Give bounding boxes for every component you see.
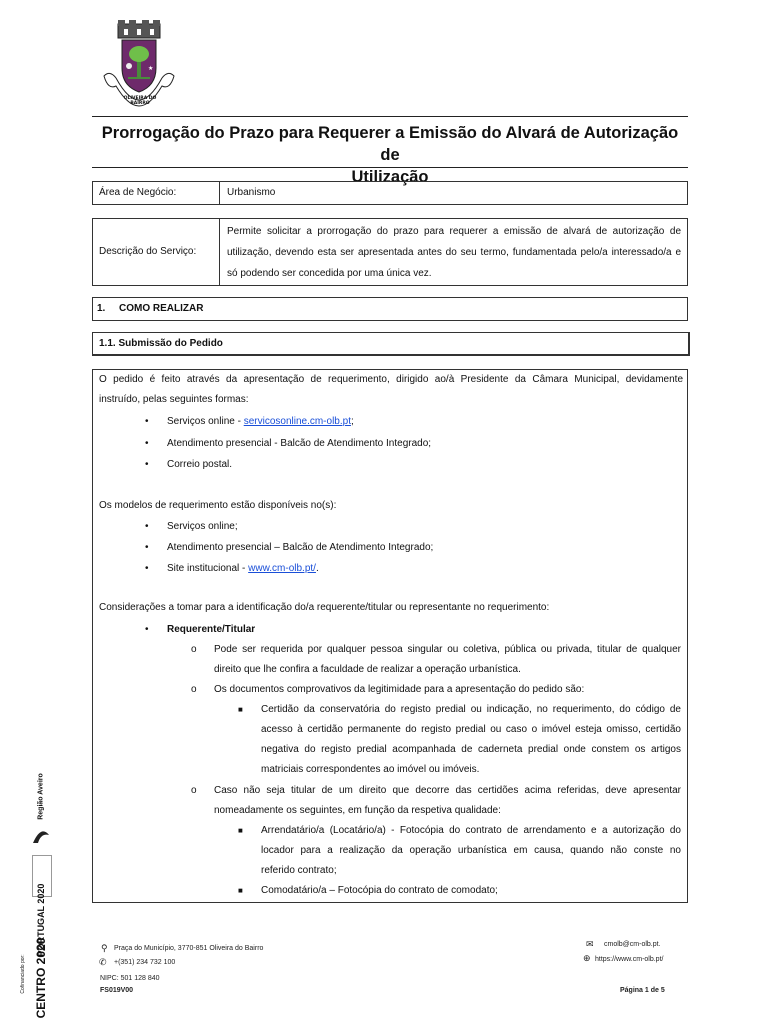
business-area-label: Área de Negócio: — [99, 187, 177, 198]
o-item-1-line-1: Pode ser requerida por qualquer pessoa singular ou coletiva, pública ou privada, titular de qualquer — [214, 644, 681, 655]
bullet-icon: • — [145, 624, 149, 635]
section-number: 1. — [97, 303, 106, 314]
cofinancing-logos — [20, 773, 56, 1019]
table-divider — [219, 182, 220, 204]
bullet-icon: • — [145, 563, 149, 574]
cofinanced-by-label: Cofinanciado por: — [20, 954, 26, 994]
title-top-rule — [92, 116, 688, 117]
circle-bullet-icon: o — [191, 785, 197, 796]
list-item: Site institucional - www.cm-olb.pt/. — [167, 563, 319, 574]
service-description-table — [92, 218, 688, 286]
site-institucional-link[interactable]: www.cm-olb.pt/ — [248, 563, 316, 574]
square-bullet-icon: ■ — [238, 886, 243, 895]
municipal-crest-logo — [98, 20, 180, 110]
sq-item-2-line-1: Arrendatário/a (Locatário/a) - Fotocópia do contrato de arrendamento e a autorização do — [261, 825, 681, 836]
square-bullet-icon: ■ — [238, 705, 243, 714]
footer-email: cmolb@cm-olb.pt. — [604, 941, 661, 948]
list-item: Atendimento presencial – Balcão de Atendimento Integrado; — [167, 542, 434, 553]
footer-doc-code: FS019V00 — [100, 987, 134, 994]
o-item-3-line-1: Caso não seja titular de um direito que decorre das certidões acima referidas, deve apresentar — [214, 785, 681, 796]
svg-text:★: ★ — [148, 65, 154, 72]
sq-item-2-line-2: locador para a realização da operação urbanística em causa, quando não conste no — [261, 845, 681, 856]
o-item-3-line-2: nomeadamente os seguintes, em função da respetiva qualidade: — [214, 805, 501, 816]
title-bottom-rule — [92, 167, 688, 168]
list-item: Serviços online - servicosonline.cm-olb.pt; — [167, 416, 354, 427]
intro-line-2: instruído, pelas seguintes formas: — [99, 394, 249, 405]
sq-item-1-line-4: matriciais correspondentes ao imóvel ou imóveis. — [261, 764, 480, 775]
service-description-value: Permite solicitar a prorrogação do prazo para requerer a emissão de alvará de autorização de utilização, devendo esta ser apresentada antes do seu termo, fundamentada pelo/a interessado/a e só podendo ser concedida por uma única vez. — [227, 226, 681, 279]
list-item: Atendimento presencial - Balcão de Atendimento Integrado; — [167, 438, 432, 449]
content-bottom-border — [92, 902, 688, 903]
intro-line-1: O pedido é feito através da apresentação de requerimento, dirigido ao/à Presidente da Câmara Municipal, devidamente — [99, 374, 683, 385]
business-area-table — [92, 181, 688, 205]
sq-item-1-line-3: negativa do registo predial acompanhada de caderneta predial onde constem os artigos — [261, 744, 681, 755]
business-area-value: Urbanismo — [227, 187, 276, 198]
page-number: Página 1 de 5 — [620, 987, 665, 994]
table-divider — [219, 219, 220, 285]
phone-icon: ✆ — [99, 957, 107, 967]
sq-item-2-line-3: referido contrato; — [261, 865, 337, 876]
page-title — [92, 122, 688, 188]
sq-item-1-line-1: Certidão da conservatória do registo predial ou indicação, no requerimento, do código de — [261, 704, 681, 715]
servicos-online-link[interactable]: servicosonline.cm-olb.pt — [243, 416, 351, 427]
centro-2020-logo: CENTRO 2020 — [34, 937, 48, 1019]
section-title: COMO REALIZAR — [119, 303, 204, 314]
section-heading-como-realizar — [92, 297, 688, 321]
crest-text: OLIVEIRA DO BAIRRO — [123, 96, 157, 106]
o-item-1-line-2: direito que lhe confira a faculdade de realizar a operação urbanística. — [214, 664, 521, 675]
portugal-2020-logo: PORTUGAL 2020 — [36, 883, 46, 957]
footer-nipc: NIPC: 501 128 840 — [100, 975, 160, 982]
globe-icon: ⊕ — [583, 953, 591, 963]
subsection-heading-submissao — [92, 332, 690, 356]
email-icon: ✉ — [586, 939, 594, 949]
content-box — [92, 369, 688, 902]
title-line-1: Prorrogação do Prazo para Requerer a Emissão do Alvará de Autorização de — [101, 124, 679, 164]
service-description-label: Descrição do Serviço: — [99, 246, 197, 257]
footer-website[interactable]: https://www.cm-olb.pt/ — [595, 956, 664, 963]
o-item-2: Os documentos comprovativos da legitimidade para a apresentação do pedido são: — [214, 684, 585, 695]
requerente-heading: Requerente/Titular — [167, 624, 256, 635]
footer-phone: +(351) 234 732 100 — [114, 959, 176, 966]
circle-bullet-icon: o — [191, 684, 197, 695]
subsection-title: 1.1. Submissão do Pedido — [99, 338, 223, 349]
bullet-icon: • — [145, 416, 149, 427]
title-line-2: Utilização — [351, 168, 429, 186]
footer-address: Praça do Município, 3770-851 Oliveira do Bairro — [114, 945, 264, 952]
sq-item-1-line-2: acesso à certidão permanente do registo predial ou caso o imóvel esteja omisso, certidão — [261, 724, 681, 735]
list-item: Correio postal. — [167, 459, 233, 470]
location-pin-icon: ⚲ — [101, 943, 108, 953]
square-bullet-icon: ■ — [238, 826, 243, 835]
models-intro: Os modelos de requerimento estão disponíveis no(s): — [99, 500, 337, 511]
bullet-icon: • — [145, 521, 149, 532]
circle-bullet-icon: o — [191, 644, 197, 655]
list-item: Serviços online; — [167, 521, 238, 532]
regiao-aveiro-logo: Região Aveiro — [37, 773, 45, 820]
bullet-icon: • — [145, 542, 149, 553]
considerations-text: Considerações a tomar para a identificação do/a requerente/titular ou representante no requerimento: — [99, 602, 550, 613]
sq-item-3: Comodatário/a – Fotocópia do contrato de comodato; — [261, 885, 498, 896]
bullet-icon: • — [145, 438, 149, 449]
bullet-icon: • — [145, 459, 149, 470]
aveiro-symbol-icon — [30, 823, 52, 847]
